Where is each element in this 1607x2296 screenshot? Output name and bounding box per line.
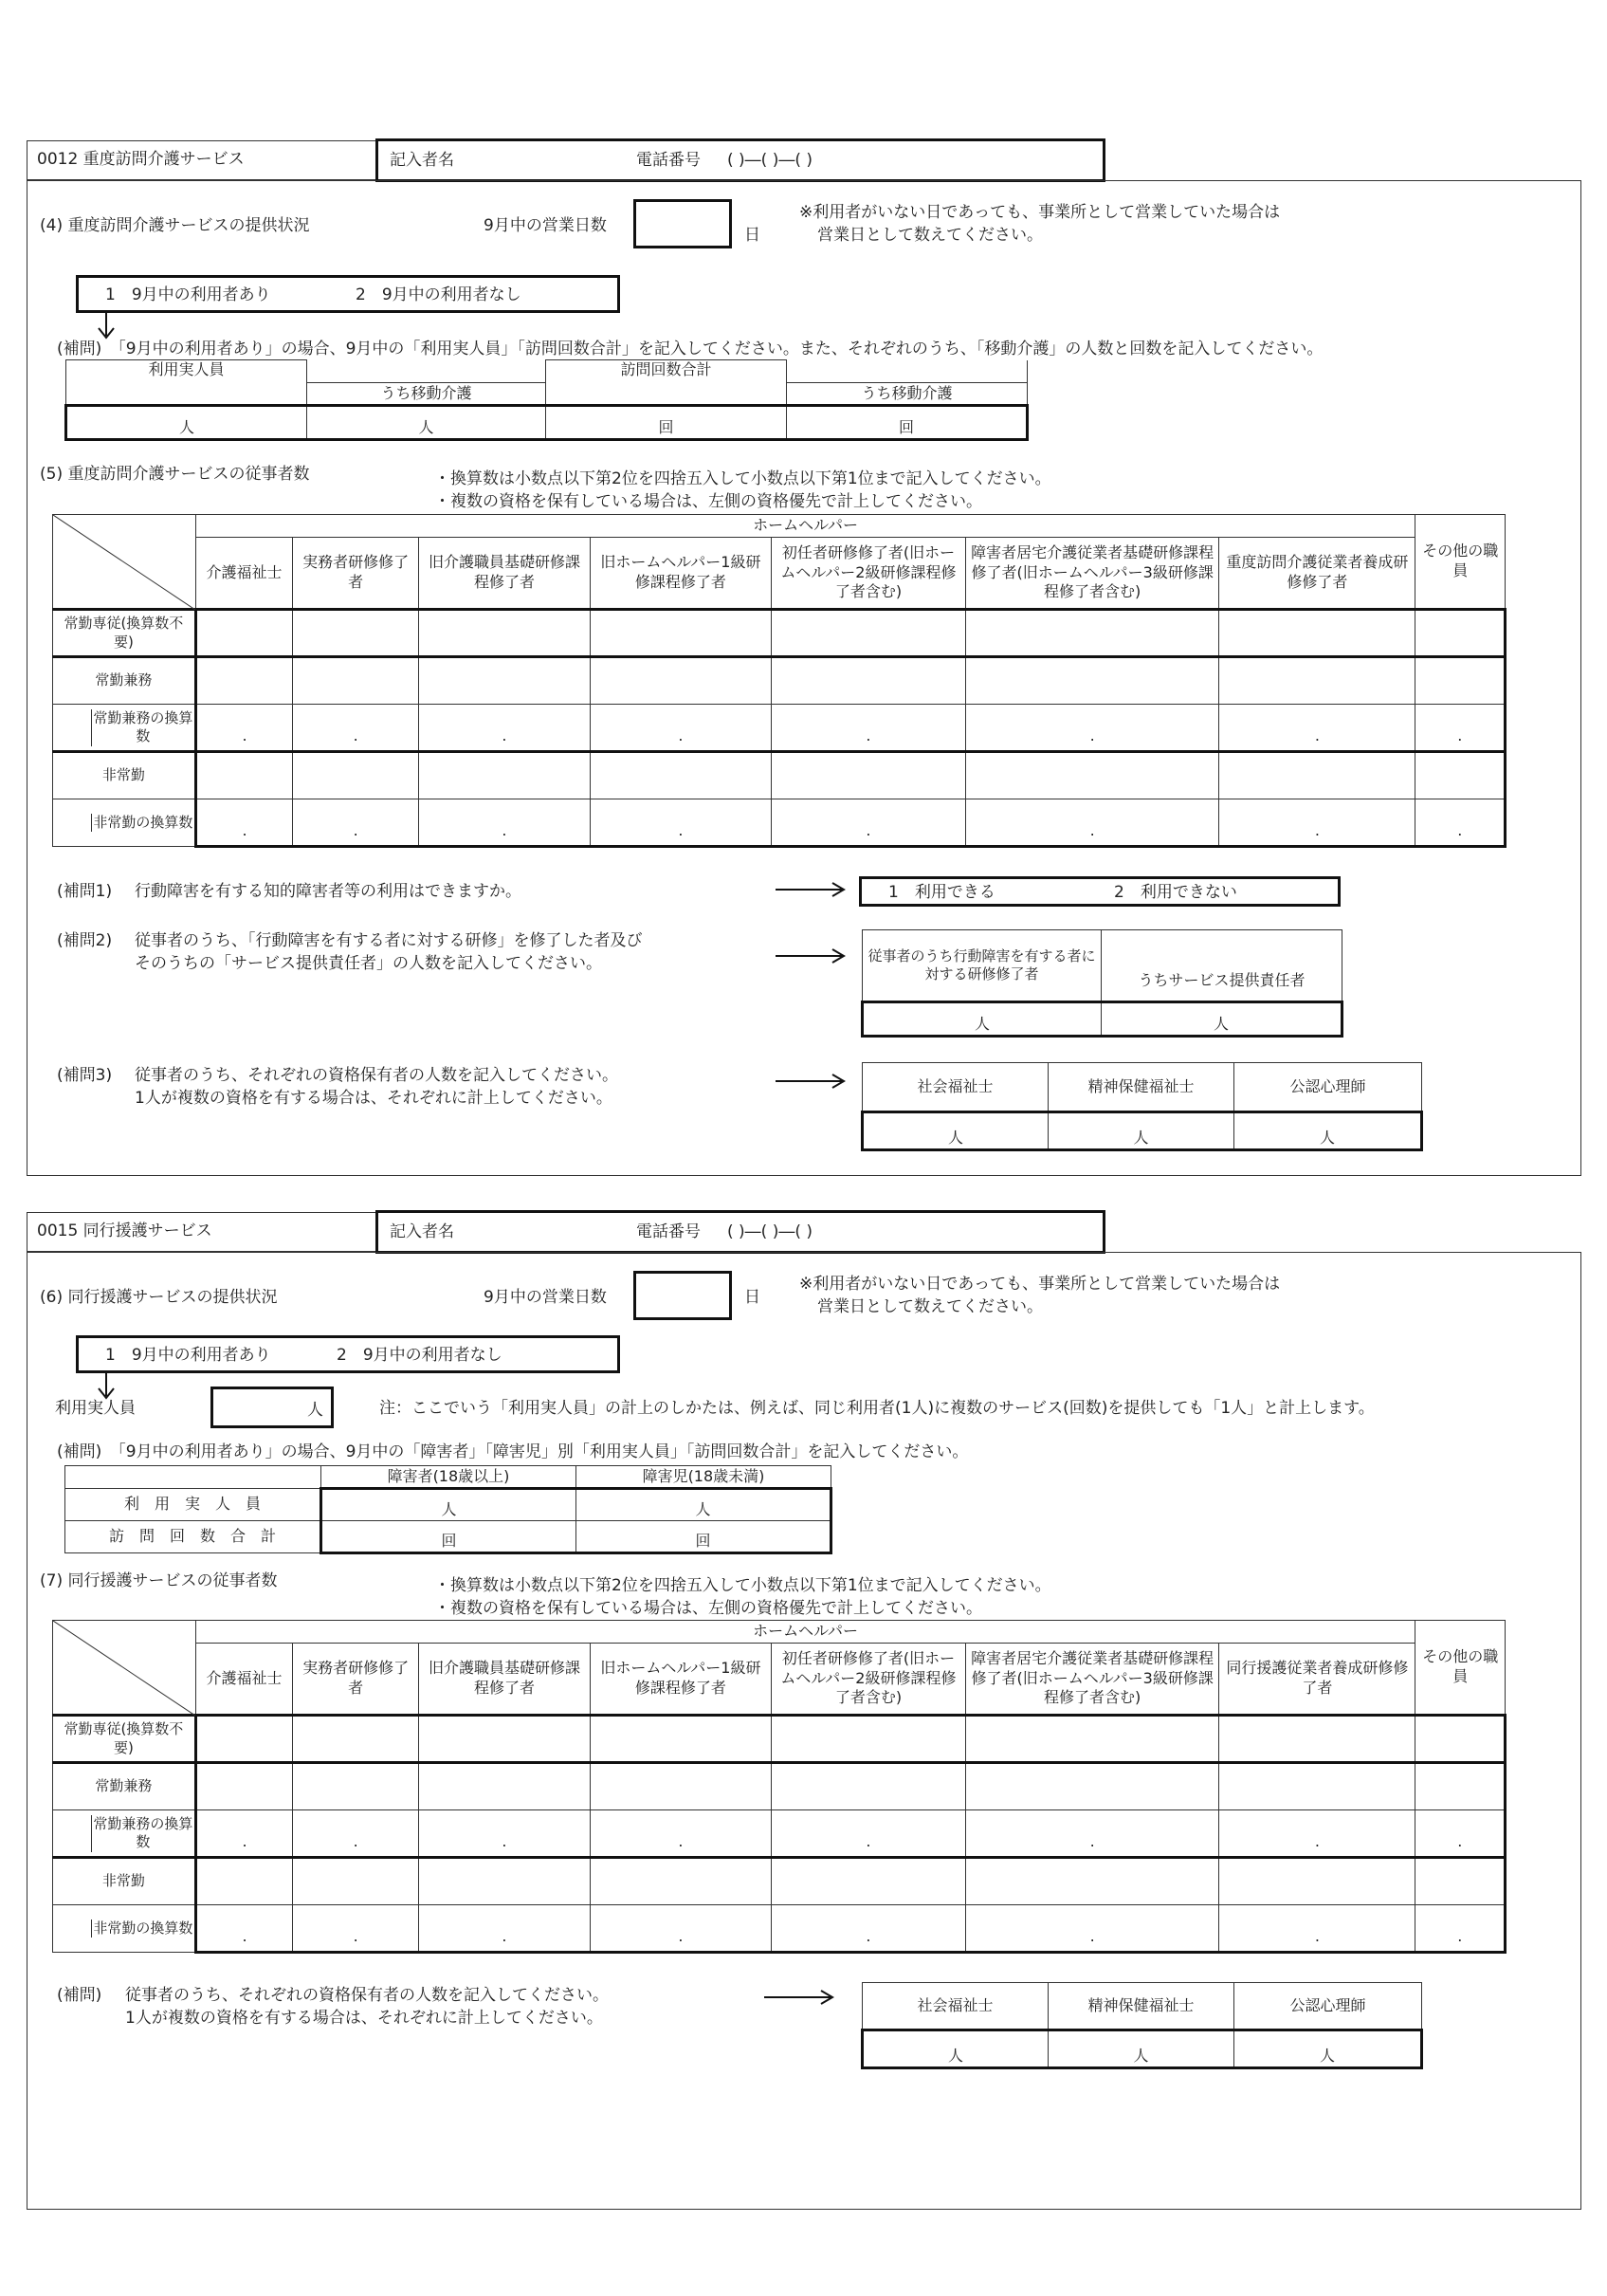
unit-person: 人 (974, 1015, 990, 1034)
days-note-1: ※利用者がいない日であっても、事業所として営業していた場合は (799, 203, 1281, 222)
psychologist-input[interactable] (1234, 2030, 1422, 2068)
decimal-point: . (1457, 1832, 1463, 1851)
row-fulltime-concurrent-fte-input[interactable] (590, 705, 771, 752)
col-psychologist: 公認心理師 (1234, 1983, 1422, 2030)
row-fulltime-concurrent-fte-input[interactable] (419, 1810, 591, 1858)
right-arrow-icon (776, 946, 848, 965)
col-qualification-2: 実務者研修修了者 (293, 1644, 419, 1716)
down-arrow-icon (95, 1373, 118, 1402)
col-qualification-1: 介護福祉士 (195, 1644, 293, 1716)
row-parttime-input[interactable] (1219, 1858, 1415, 1905)
decimal-point: . (1089, 1927, 1095, 1946)
q4-title: (4) 重度訪問介護サービスの提供状況 (40, 216, 310, 235)
phone-input[interactable]: ( )―( )―( ) (727, 151, 813, 170)
users-input[interactable] (66, 406, 307, 440)
section-code-box (27, 1212, 377, 1252)
decimal-point: . (1457, 1927, 1463, 1946)
decimal-point: . (1314, 726, 1320, 745)
sup1-label: (補問1) (57, 882, 113, 901)
sup2-table (861, 929, 1343, 1038)
adult-visits-input[interactable] (321, 1521, 576, 1553)
service-manager-input[interactable] (1102, 1002, 1342, 1037)
decimal-point: . (678, 726, 684, 745)
col-qualification-5: 初任者研修修了者(旧ホームヘルパー2級研修課程修了者含む) (771, 538, 965, 610)
row-fulltime-concurrent-input[interactable] (419, 1763, 591, 1810)
writer-phone-box (375, 138, 1105, 182)
row-fulltime-concurrent-fte-input[interactable] (965, 705, 1218, 752)
unit-count: 回 (695, 1532, 711, 1551)
option-unavailable[interactable]: 2 利用できない (1114, 883, 1237, 902)
row-fulltime-dedicated-input[interactable] (195, 610, 293, 657)
row-parttime-input[interactable] (419, 1858, 591, 1905)
phone-label: 電話番号 (636, 151, 701, 170)
row-parttime-input[interactable] (1415, 752, 1506, 799)
unit-person: 人 (947, 2047, 963, 2066)
visits-input[interactable] (546, 406, 787, 440)
business-days-label: 9月中の営業日数 (484, 1288, 607, 1307)
row-fulltime-concurrent-fte-label-cell (53, 705, 196, 752)
decimal-point: . (353, 1832, 358, 1851)
row-fulltime-dedicated-input[interactable] (195, 1716, 293, 1763)
row-fulltime-concurrent-input[interactable] (1415, 1763, 1506, 1810)
row-fulltime-dedicated-input[interactable] (965, 1716, 1218, 1763)
decimal-point: . (242, 1927, 247, 1946)
row-fulltime-dedicated-input[interactable] (1415, 1716, 1506, 1763)
decimal-point: . (502, 1927, 507, 1946)
row-parttime-fte-label: 非常勤の換算数 (91, 814, 194, 833)
option-users-absent[interactable]: 2 9月中の利用者なし (337, 1346, 502, 1365)
users-label: 利用実人員 (55, 1399, 136, 1418)
writer-name-input[interactable] (468, 147, 611, 175)
row-fulltime-concurrent-fte-input[interactable] (965, 1810, 1218, 1858)
col-other-staff: その他の職 員 (1415, 1621, 1506, 1716)
row-parttime-input[interactable] (590, 1858, 771, 1905)
decimal-point: . (1089, 821, 1095, 840)
row-parttime-fte-input[interactable] (1219, 799, 1415, 847)
staff-grid (52, 514, 1529, 848)
row-parttime-fte-input[interactable] (1415, 1905, 1506, 1953)
q5-title: (5) 重度訪問介護サービスの従事者数 (40, 465, 310, 484)
row-fulltime-concurrent-input[interactable] (590, 1763, 771, 1810)
col-social-worker: 社会福祉士 (863, 1063, 1049, 1112)
decimal-point: . (1457, 821, 1463, 840)
decimal-point: . (1089, 1832, 1095, 1851)
decimal-point: . (1314, 821, 1320, 840)
sup2-line-2: そのうちの「サービス提供責任者」の人数を記入してください。 (135, 954, 602, 973)
row-parttime-fte-input[interactable] (965, 799, 1218, 847)
users-note: 注：ここでいう「利用実人員」の計上のしかたは、例えば、同じ利用者(1人)に複数のサービス(回数)を提供しても「1人」と計上します。 (379, 1399, 1375, 1418)
decimal-point: . (1089, 726, 1095, 745)
q7-note-2: ・複数の資格を保有している場合は、左側の資格優先で計上してください。 (434, 1599, 982, 1618)
col-qualification-4: 旧ホームヘルパー1級研修課程修了者 (590, 538, 771, 610)
row-parttime-fte-input[interactable] (590, 799, 771, 847)
user-presence-options (76, 1335, 620, 1373)
psychiatric-social-worker-input[interactable] (1049, 2030, 1234, 2068)
users-mobility-input[interactable] (307, 406, 546, 440)
visits-mobility-input[interactable] (787, 406, 1028, 440)
row-users: 利 用 実 人 員 (65, 1489, 321, 1521)
writer-label: 記入者名 (390, 1222, 454, 1241)
row-fulltime-concurrent-input[interactable] (1219, 657, 1415, 705)
row-fulltime-concurrent-label: 常勤兼務 (53, 657, 196, 705)
row-parttime-label: 非常勤 (53, 1858, 196, 1905)
row-parttime-fte-input[interactable] (419, 1905, 591, 1953)
row-fulltime-dedicated-label: 常勤専従(換算数不要) (53, 610, 196, 657)
row-fulltime-concurrent-fte-input[interactable] (293, 1810, 419, 1858)
row-parttime-fte-input[interactable] (1415, 799, 1506, 847)
homehelper-group-header: ホームヘルパー (195, 515, 1415, 538)
row-fulltime-dedicated-input[interactable] (419, 610, 591, 657)
decimal-point: . (866, 821, 871, 840)
unit-person: 人 (441, 1500, 457, 1519)
section-code: 0012 重度訪問介護サービス (37, 150, 245, 169)
unit-person: 人 (1133, 2047, 1149, 2066)
row-parttime-fte-input[interactable] (419, 799, 591, 847)
sup-table (861, 1982, 1423, 2069)
row-fulltime-concurrent-fte-input[interactable] (293, 705, 419, 752)
col-service-manager: うちサービス提供責任者 (1102, 930, 1342, 1002)
down-arrow-icon (95, 313, 118, 341)
row-fulltime-concurrent-input[interactable] (771, 1763, 965, 1810)
row-fulltime-concurrent-input[interactable] (195, 657, 293, 705)
unit-person: 人 (1319, 2047, 1335, 2066)
row-fulltime-concurrent-input[interactable] (419, 657, 591, 705)
unit-person: 人 (1133, 1129, 1149, 1148)
decimal-point: . (353, 821, 358, 840)
child-visits-input[interactable] (576, 1521, 831, 1553)
sup-line-1: 従事者のうち、それぞれの資格保有者の人数を記入してください。 (125, 1986, 609, 2005)
row-parttime-input[interactable] (590, 752, 771, 799)
behavior-training-input[interactable] (863, 1002, 1102, 1037)
row-fulltime-dedicated-input[interactable] (293, 610, 419, 657)
unit-person: 人 (1213, 1015, 1229, 1034)
row-parttime-fte-label-cell (53, 1905, 196, 1953)
q7-note-1: ・換算数は小数点以下第2位を四捨五入して小数点以下第1位まで記入してください。 (434, 1576, 1051, 1595)
psychologist-input[interactable] (1234, 1112, 1422, 1150)
days-unit: 日 (744, 1288, 760, 1307)
row-fulltime-concurrent-input[interactable] (771, 657, 965, 705)
row-fulltime-concurrent-fte-input[interactable] (1219, 1810, 1415, 1858)
right-arrow-icon (764, 1988, 836, 2007)
col-qualification-4: 旧ホームヘルパー1級研修課程修了者 (590, 1644, 771, 1716)
q7-title: (7) 同行援護サービスの従事者数 (40, 1571, 278, 1590)
sup-label: (補問) (57, 1986, 102, 2005)
corner-cell (53, 1621, 196, 1716)
col-qualification-5: 初任者研修修了者(旧ホームヘルパー2級研修課程修了者含む) (771, 1644, 965, 1716)
homehelper-group-header: ホームヘルパー (195, 1621, 1415, 1644)
business-days-label: 9月中の営業日数 (484, 216, 607, 235)
sup3-line-2: 1人が複数の資格を有する場合は、それぞれに計上してください。 (135, 1089, 612, 1108)
col-qualification-6: 障害者居宅介護従業者基礎研修課程修了者(旧ホームヘルパー3級研修課程修了者含む) (965, 538, 1218, 610)
sup1-text: 行動障害を有する知的障害者等の利用はできますか。 (135, 882, 521, 901)
q6-title: (6) 同行援護サービスの提供状況 (40, 1288, 278, 1307)
phone-label: 電話番号 (636, 1222, 701, 1241)
diagonal-line (53, 515, 195, 610)
sup2-line-1: 従事者のうち、「行動障害を有する者に対する研修」を修了した者及び (135, 931, 643, 950)
right-arrow-icon (776, 1072, 848, 1091)
row-fulltime-concurrent-fte-input[interactable] (1219, 705, 1415, 752)
row-parttime-fte-input[interactable] (771, 799, 965, 847)
section-code: 0015 同行援護サービス (37, 1221, 212, 1240)
decimal-point: . (866, 1832, 871, 1851)
row-fulltime-dedicated-input[interactable] (1219, 1716, 1415, 1763)
decimal-point: . (866, 1927, 871, 1946)
q4-supplement: (補問) 「9月中の利用者あり」の場合、9月中の「利用実人員」「訪問回数合計」を記入してください。また、それぞれのうち、「移動介護」の人数と回数を記入してください。 (57, 340, 1324, 358)
unit-count: 回 (898, 418, 914, 437)
col-child: 障害児(18歳未満) (576, 1466, 831, 1489)
business-days-input[interactable] (633, 199, 732, 248)
row-fulltime-dedicated-input[interactable] (419, 1716, 591, 1763)
row-fulltime-concurrent-input[interactable] (590, 657, 771, 705)
row-fulltime-concurrent-input[interactable] (965, 657, 1218, 705)
row-parttime-fte-label-cell (53, 799, 196, 847)
psychiatric-social-worker-input[interactable] (1049, 1112, 1234, 1150)
col-qualification-1: 介護福祉士 (195, 538, 293, 610)
row-fulltime-dedicated-input[interactable] (590, 1716, 771, 1763)
row-fulltime-dedicated-label: 常勤専従(換算数不要) (53, 1716, 196, 1763)
unit-person: 人 (1319, 1129, 1335, 1148)
row-fulltime-concurrent-fte-label: 常勤兼務の換算数 (91, 709, 194, 746)
decimal-point: . (242, 1832, 247, 1851)
row-fulltime-concurrent-fte-input[interactable] (195, 1810, 293, 1858)
unit-person: 人 (418, 418, 434, 437)
decimal-point: . (242, 821, 247, 840)
phone-input[interactable]: ( )―( )―( ) (727, 1222, 813, 1241)
row-fulltime-concurrent-fte-label-cell (53, 1810, 196, 1858)
unit-person: 人 (695, 1500, 711, 1519)
row-fulltime-dedicated-input[interactable] (590, 610, 771, 657)
row-parttime-fte-input[interactable] (293, 1905, 419, 1953)
sup3-table (861, 1062, 1423, 1151)
col-other-staff: その他の職 員 (1415, 515, 1506, 610)
decimal-point: . (678, 821, 684, 840)
col-users-mobility: うち移動介護 (307, 383, 546, 406)
option-users-absent[interactable]: 2 9月中の利用者なし (356, 285, 521, 304)
row-fulltime-concurrent-input[interactable] (965, 1763, 1218, 1810)
decimal-point: . (1457, 726, 1463, 745)
col-qualification-7: 重度訪問介護従業者養成研修修了者 (1219, 538, 1415, 610)
q5-note-2: ・複数の資格を保有している場合は、左側の資格優先で計上してください。 (434, 492, 982, 511)
row-fulltime-concurrent-fte-input[interactable] (419, 705, 591, 752)
row-fulltime-concurrent-input[interactable] (1219, 1763, 1415, 1810)
business-days-input[interactable] (633, 1271, 732, 1320)
decimal-point: . (502, 726, 507, 745)
decimal-point: . (242, 726, 247, 745)
row-fulltime-concurrent-input[interactable] (195, 1763, 293, 1810)
decimal-point: . (353, 726, 358, 745)
sup-line-2: 1人が複数の資格を有する場合は、それぞれに計上してください。 (125, 2009, 603, 2028)
option-users-present[interactable]: 1 9月中の利用者あり (105, 1346, 271, 1365)
section-code-box (27, 140, 377, 180)
adult-users-input[interactable] (321, 1489, 576, 1521)
staff-grid (52, 1620, 1529, 1954)
option-users-present[interactable]: 1 9月中の利用者あり (105, 285, 271, 304)
unit-person: 人 (307, 1401, 323, 1420)
row-parttime-label: 非常勤 (53, 752, 196, 799)
unit-person: 人 (947, 1129, 963, 1148)
row-fulltime-concurrent-input[interactable] (293, 657, 419, 705)
social-worker-input[interactable] (863, 2030, 1049, 2068)
row-parttime-input[interactable] (293, 752, 419, 799)
row-fulltime-concurrent-input[interactable] (293, 1763, 419, 1810)
row-fulltime-dedicated-input[interactable] (965, 610, 1218, 657)
decimal-point: . (353, 1927, 358, 1946)
row-parttime-input[interactable] (419, 752, 591, 799)
child-users-input[interactable] (576, 1489, 831, 1521)
row-parttime-input[interactable] (771, 752, 965, 799)
row-fulltime-concurrent-fte-input[interactable] (771, 1810, 965, 1858)
row-parttime-fte-input[interactable] (293, 799, 419, 847)
right-arrow-icon (776, 880, 848, 899)
row-parttime-input[interactable] (195, 752, 293, 799)
row-parttime-input[interactable] (195, 1858, 293, 1905)
unit-count: 回 (441, 1532, 457, 1551)
user-presence-options (76, 275, 620, 313)
col-qualification-3: 旧介護職員基礎研修課程修了者 (419, 1644, 591, 1716)
social-worker-input[interactable] (863, 1112, 1049, 1150)
row-parttime-input[interactable] (1219, 752, 1415, 799)
row-fulltime-concurrent-fte-input[interactable] (1415, 705, 1506, 752)
writer-phone-box (375, 1210, 1105, 1254)
days-unit: 日 (744, 226, 760, 245)
row-parttime-fte-input[interactable] (965, 1905, 1218, 1953)
col-psychiatric-social-worker: 精神保健福祉士 (1049, 1983, 1234, 2030)
col-behavior-training: 従事者のうち行動障害を有する者に対する研修修了者 (863, 930, 1102, 1002)
q6-supplement: (補問) 「9月中の利用者あり」の場合、9月中の「障害者」「障害児」別「利用実人員」「訪問回数合計」を記入してください。 (57, 1442, 969, 1461)
col-qualification-3: 旧介護職員基礎研修課程修了者 (419, 538, 591, 610)
col-users: 利用実人員 (66, 360, 307, 406)
decimal-point: . (1314, 1832, 1320, 1851)
unit-count: 回 (658, 418, 674, 437)
row-parttime-input[interactable] (1415, 1858, 1506, 1905)
col-qualification-7: 同行援護従業者養成研修修了者 (1219, 1644, 1415, 1716)
users-input[interactable] (210, 1387, 334, 1428)
decimal-point: . (678, 1832, 684, 1851)
row-fulltime-concurrent-fte-input[interactable] (771, 705, 965, 752)
sup2-label: (補問2) (57, 931, 113, 950)
col-qualification-6: 障害者居宅介護従業者基礎研修課程修了者(旧ホームヘルパー3級研修課程修了者含む) (965, 1644, 1218, 1716)
q5-note-1: ・換算数は小数点以下第2位を四捨五入して小数点以下第1位まで記入してください。 (434, 469, 1051, 488)
col-psychologist: 公認心理師 (1234, 1063, 1422, 1112)
col-adult: 障害者(18歳以上) (321, 1466, 576, 1489)
row-fulltime-concurrent-label: 常勤兼務 (53, 1763, 196, 1810)
col-social-worker: 社会福祉士 (863, 1983, 1049, 2030)
q6-usage-table (64, 1465, 832, 1554)
row-fulltime-dedicated-input[interactable] (771, 610, 965, 657)
row-parttime-input[interactable] (771, 1858, 965, 1905)
row-parttime-fte-input[interactable] (771, 1905, 965, 1953)
row-parttime-input[interactable] (293, 1858, 419, 1905)
row-parttime-fte-input[interactable] (590, 1905, 771, 1953)
q4-usage-table (64, 359, 1029, 441)
row-parttime-fte-input[interactable] (195, 1905, 293, 1953)
days-note-2: 営業日として数えてください。 (817, 226, 1043, 245)
row-parttime-fte-label: 非常勤の換算数 (91, 1919, 194, 1938)
row-fulltime-concurrent-fte-input[interactable] (1415, 1810, 1506, 1858)
row-parttime-fte-input[interactable] (195, 799, 293, 847)
row-fulltime-concurrent-fte-label: 常勤兼務の換算数 (91, 1815, 194, 1852)
days-note-2: 営業日として数えてください。 (817, 1297, 1043, 1316)
row-fulltime-concurrent-fte-input[interactable] (590, 1810, 771, 1858)
row-fulltime-dedicated-input[interactable] (293, 1716, 419, 1763)
row-fulltime-dedicated-input[interactable] (1415, 610, 1506, 657)
decimal-point: . (678, 1927, 684, 1946)
writer-label: 記入者名 (390, 151, 454, 170)
col-psychiatric-social-worker: 精神保健福祉士 (1049, 1063, 1234, 1112)
decimal-point: . (502, 1832, 507, 1851)
row-parttime-fte-input[interactable] (1219, 1905, 1415, 1953)
row-fulltime-dedicated-input[interactable] (1219, 610, 1415, 657)
row-parttime-input[interactable] (965, 1858, 1218, 1905)
sup3-label: (補問3) (57, 1066, 113, 1085)
unit-person: 人 (178, 418, 194, 437)
row-fulltime-dedicated-input[interactable] (771, 1716, 965, 1763)
col-visits: 訪問回数合計 (546, 360, 787, 406)
sup3-line-1: 従事者のうち、それぞれの資格保有者の人数を記入してください。 (135, 1066, 618, 1085)
diagonal-line (53, 1621, 195, 1716)
sup1-options (859, 876, 1341, 907)
option-available[interactable]: 1 利用できる (888, 883, 995, 902)
col-visits-mobility: うち移動介護 (787, 383, 1028, 406)
row-parttime-input[interactable] (965, 752, 1218, 799)
decimal-point: . (866, 726, 871, 745)
decimal-point: . (1314, 1927, 1320, 1946)
row-visits: 訪 問 回 数 合 計 (65, 1521, 321, 1553)
decimal-point: . (502, 821, 507, 840)
row-fulltime-concurrent-input[interactable] (1415, 657, 1506, 705)
col-qualification-2: 実務者研修修了者 (293, 538, 419, 610)
corner-cell (53, 515, 196, 610)
days-note-1: ※利用者がいない日であっても、事業所として営業していた場合は (799, 1275, 1281, 1294)
row-fulltime-concurrent-fte-input[interactable] (195, 705, 293, 752)
writer-name-input[interactable] (468, 1219, 611, 1247)
